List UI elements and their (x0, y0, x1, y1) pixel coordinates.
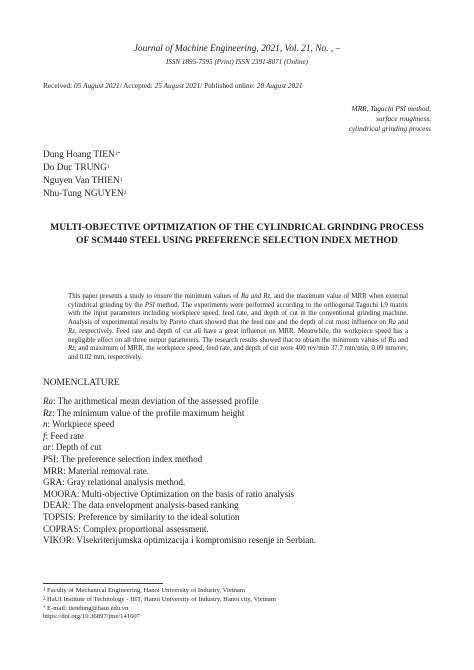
received-label: Received: (43, 81, 74, 90)
footnote-affiliation-2: $^2$ HaUI Institute of Technology - HIT, Hanoi University of Industry, Hanoi city, Vietnam (43, 595, 276, 603)
nomenclature-item: VIKOR: Vlsekriterijumska optimizacija i kompromisno resenje in Serbian. (43, 535, 317, 546)
author-list (43, 149, 126, 201)
issn-line: ISSN 1895-7595 (Print) ISSN 2391-8071 (Online) (165, 58, 309, 66)
keyword-line: cylindrical grinding process (348, 124, 431, 133)
nomenclature-item: TOPSIS: Preference by similarity to the ideal solution (43, 511, 240, 522)
keywords (231, 104, 431, 134)
keyword-line: surface roughness, (376, 114, 431, 123)
nomenclature-heading: NOMENCLATURE (43, 378, 120, 388)
nomenclature-item: GRA: Gray relational analysis method. (43, 477, 186, 488)
nomenclature-item: Rz: The minimum value of the profile maximum height (43, 407, 245, 418)
nomenclature-item: DEAR: The data envelopment analysis-based ranking (43, 500, 239, 511)
accepted-date: 25 August 2021 (154, 81, 201, 90)
nomenclature-item: ar: Depth of cut (43, 442, 102, 453)
nomenclature-item: COPRAS: Complex proportional assessment. (43, 523, 209, 534)
nomenclature-item: MOORA: Multi-objective Optimization on the basis of ratio analysis (43, 488, 295, 499)
nomenclature-item: PSI: The preference selection index method (43, 453, 203, 464)
nomenclature-item: MRR: Material removal rate. (43, 465, 150, 476)
received-date: 05 August 2021 (74, 81, 120, 90)
abstract: This paper presents a study to ensure the minimum values of Ra and Rz, and the maximum value of MRR when external cylindrical grinding by the PSI method. The experiments were performed according to the orthogonal Taguchi L9 matrix with the input parameters including workpiece speed, feed rate, and depth of cut in the conventional grinding machine. Analysis of experimental results by Pareto chart showed that the feed rate and the depth of cut most influence on Ra and Rz, respectively. Feed rate and depth of cut all have a great influence on MRR. Meanwhile, the workpiece speed has a negligible effect on all three output parameters. The research results showed that to obtain the minimum values of Ra and Rz, and maximum of MRR, the workpiece speed, feed rate, and depth of cut were 400 rev/min 37.7 mm/min, 0.09 mm/rev, and 0.02 mm, respectively. (68, 293, 409, 361)
accepted-label: / Accepted: (119, 81, 155, 90)
keyword-line: MRR, Taguchi PSI method, (351, 104, 431, 113)
footnote-divider (43, 583, 163, 584)
author-name: Do Duc TRUNG$^1$ (43, 163, 110, 173)
published-label: / Published online: (200, 81, 257, 90)
author-name: Nguyen Van THIEN$^1$ (43, 176, 123, 186)
doi-link[interactable]: https://doi.org/10.36897/jme/141607 (43, 613, 140, 621)
author-affiliation-mark: 2 (123, 190, 127, 196)
footnote-affiliation-1: $^1$ Faculty of Mechanical Engineering, Hanoi University of Industry, Vietnam (43, 587, 245, 594)
nomenclature-item: Ra: The arithmetical mean deviation of the assessed profile (43, 396, 259, 406)
author-name: Dung Hoang $TIEN^{1*}$ (43, 150, 121, 160)
nomenclature-item: n: Workpiece speed (43, 419, 115, 430)
publication-dates (43, 81, 302, 90)
nomenclature-item: f: Feed rate (43, 430, 84, 441)
nomenclature-list (43, 396, 443, 547)
author-affiliation-mark: 1 (106, 164, 110, 170)
author-name: Nhu-Tung NGUYEN$^2$ (43, 189, 127, 199)
footnotes (43, 587, 276, 622)
author-affiliation-mark: 1* (114, 151, 121, 157)
paper-title: MULTI-OBJECTIVE OPTIMIZATION OF THE CYLINDRICAL GRINDING PROCESS OF SCM440 STEEL USING PREFERENCE SELECTION INDEX METHOD (50, 222, 424, 246)
footnote-email: * E-mail: tiendung@haui.edu.vn (43, 604, 129, 612)
journal-title: Journal of Machine Engineering, 2021, Vol. 21, No. , – (133, 44, 341, 54)
published-date: 28 August 2021 (256, 81, 303, 90)
author-affiliation-mark: 1 (119, 177, 123, 183)
